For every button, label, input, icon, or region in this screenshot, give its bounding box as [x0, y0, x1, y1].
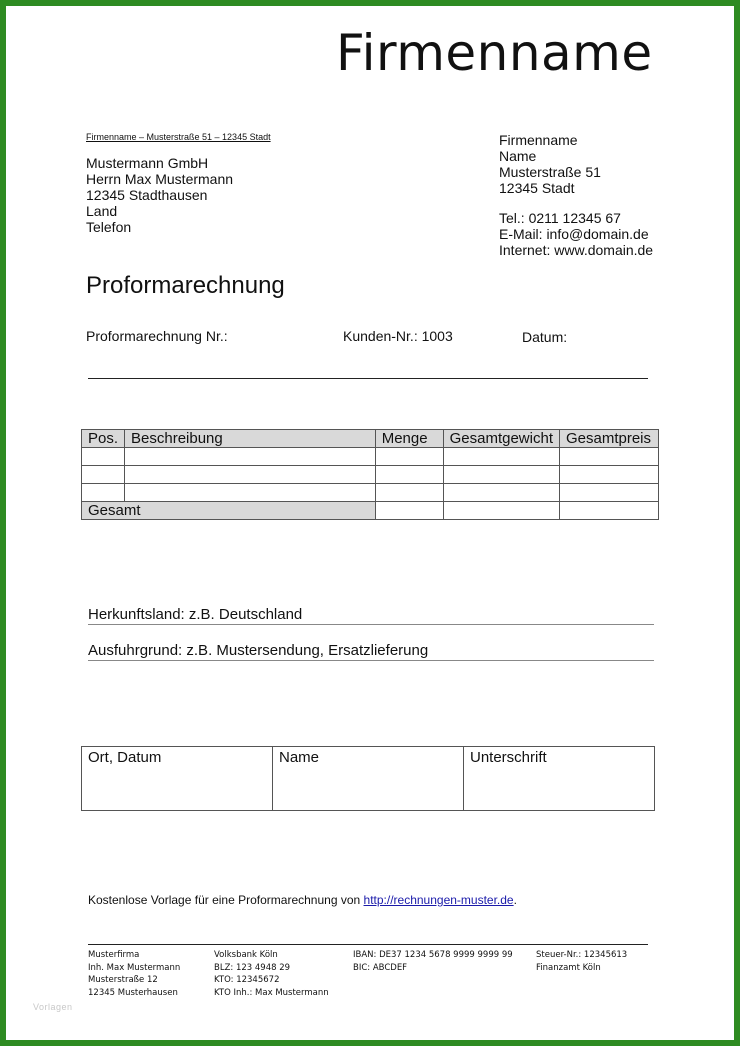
table-cell[interactable]: [125, 466, 376, 484]
footer-iban: [353, 949, 513, 974]
table-cell[interactable]: [559, 448, 658, 466]
table-header-row: [82, 430, 659, 448]
name-label: Name: [279, 749, 320, 766]
table-cell[interactable]: [82, 448, 125, 466]
table-row: [82, 466, 659, 484]
table-cell[interactable]: [82, 466, 125, 484]
footer-company: [88, 949, 180, 999]
footer-line: Inh. Max Mustermann: [88, 962, 181, 973]
sender-city: 12345 Stadt: [499, 180, 575, 196]
sender-company: Firmenname: [499, 132, 578, 148]
total-row: [82, 502, 659, 520]
footer-bank: [214, 949, 329, 999]
sender-internet: Internet: www.domain.de: [499, 242, 654, 258]
recipient-address: [86, 155, 233, 235]
col-header-quantity: Menge: [375, 430, 443, 448]
total-weight-cell[interactable]: [443, 502, 559, 520]
col-header-pos: Pos.: [82, 430, 125, 448]
footer-line: Steuer-Nr.: 12345613: [536, 950, 628, 960]
table-cell[interactable]: [82, 484, 125, 502]
place-date-label: Ort, Datum: [88, 749, 162, 766]
col-header-description: Beschreibung: [125, 430, 376, 448]
recipient-country: Land: [86, 203, 118, 219]
footer-line: IBAN: DE37 1234 5678 9999 9999 99: [353, 950, 513, 960]
credit-link[interactable]: http://rechnungen-muster.de: [363, 893, 514, 907]
signature-table: [81, 746, 655, 811]
footer-divider: [88, 944, 648, 945]
document-title: Proformarechnung: [86, 272, 285, 299]
export-reason-underline: [88, 660, 654, 661]
origin-field[interactable]: Herkunftsland: z.B. Deutschland: [88, 606, 303, 623]
recipient-company: Mustermann GmbH: [86, 155, 209, 171]
total-label: Gesamt: [82, 502, 376, 520]
total-price-cell[interactable]: [559, 502, 658, 520]
sender-email: E-Mail: info@domain.de: [499, 226, 649, 242]
footer-line: BLZ: 123 4948 29: [214, 962, 291, 973]
signature-label: Unterschrift: [470, 749, 547, 766]
origin-underline: [88, 624, 654, 625]
sender-address: [499, 132, 653, 258]
table-row: [82, 484, 659, 502]
table-cell[interactable]: [375, 448, 443, 466]
footer-line: KTO: 12345672: [214, 975, 280, 985]
credit-suffix: .: [513, 893, 517, 907]
customer-number-label: Kunden-Nr.: 1003: [343, 328, 453, 344]
table-cell[interactable]: [443, 448, 559, 466]
name-cell[interactable]: [273, 747, 464, 811]
recipient-city: 12345 Stadthausen: [86, 187, 208, 203]
table-cell[interactable]: [125, 484, 376, 502]
credit-text: Kostenlose Vorlage für eine Proformarechnung von: [88, 893, 364, 907]
signature-row: [82, 747, 655, 811]
date-label: Datum:: [522, 329, 568, 345]
invoice-number-label: Proformarechnung Nr.:: [86, 328, 228, 344]
place-date-cell[interactable]: [82, 747, 273, 811]
recipient-phone: Telefon: [86, 219, 132, 235]
footer-line: 12345 Musterhausen: [88, 987, 178, 998]
footer-line: KTO Inh.: Max Mustermann: [214, 987, 329, 998]
sender-tel: Tel.: 0211 12345 67: [499, 210, 621, 226]
footer-line: Musterstraße 12: [88, 975, 158, 985]
items-table: [81, 429, 659, 520]
header-divider: [88, 378, 648, 379]
footer-line: Musterfirma: [88, 950, 140, 960]
watermark: Vorlagen: [33, 1002, 73, 1012]
recipient-contact: Herrn Max Mustermann: [86, 171, 234, 187]
table-cell[interactable]: [443, 484, 559, 502]
signature-cell[interactable]: [464, 747, 655, 811]
col-header-total-weight: Gesamtgewicht: [443, 430, 559, 448]
company-name-heading: Firmenname: [336, 24, 653, 82]
table-row: [82, 448, 659, 466]
table-cell[interactable]: [375, 484, 443, 502]
footer-tax: [536, 949, 627, 974]
footer-line: Finanzamt Köln: [536, 962, 601, 973]
footer-line: Volksbank Köln: [214, 950, 278, 960]
table-cell[interactable]: [559, 466, 658, 484]
table-cell[interactable]: [443, 466, 559, 484]
table-cell[interactable]: [375, 466, 443, 484]
col-header-total-price: Gesamtpreis: [559, 430, 658, 448]
sender-spacer: [499, 196, 653, 210]
table-cell[interactable]: [559, 484, 658, 502]
sender-street: Musterstraße 51: [499, 164, 601, 180]
total-quantity-cell[interactable]: [375, 502, 443, 520]
sender-return-line: Firmenname – Musterstraße 51 – 12345 Stadt: [86, 132, 271, 142]
table-cell[interactable]: [125, 448, 376, 466]
sender-name: Name: [499, 148, 537, 164]
template-credit: [88, 893, 517, 907]
footer-line: BIC: ABCDEF: [353, 962, 408, 973]
export-reason-field[interactable]: Ausfuhrgrund: z.B. Mustersendung, Ersatzlieferung: [88, 642, 429, 659]
